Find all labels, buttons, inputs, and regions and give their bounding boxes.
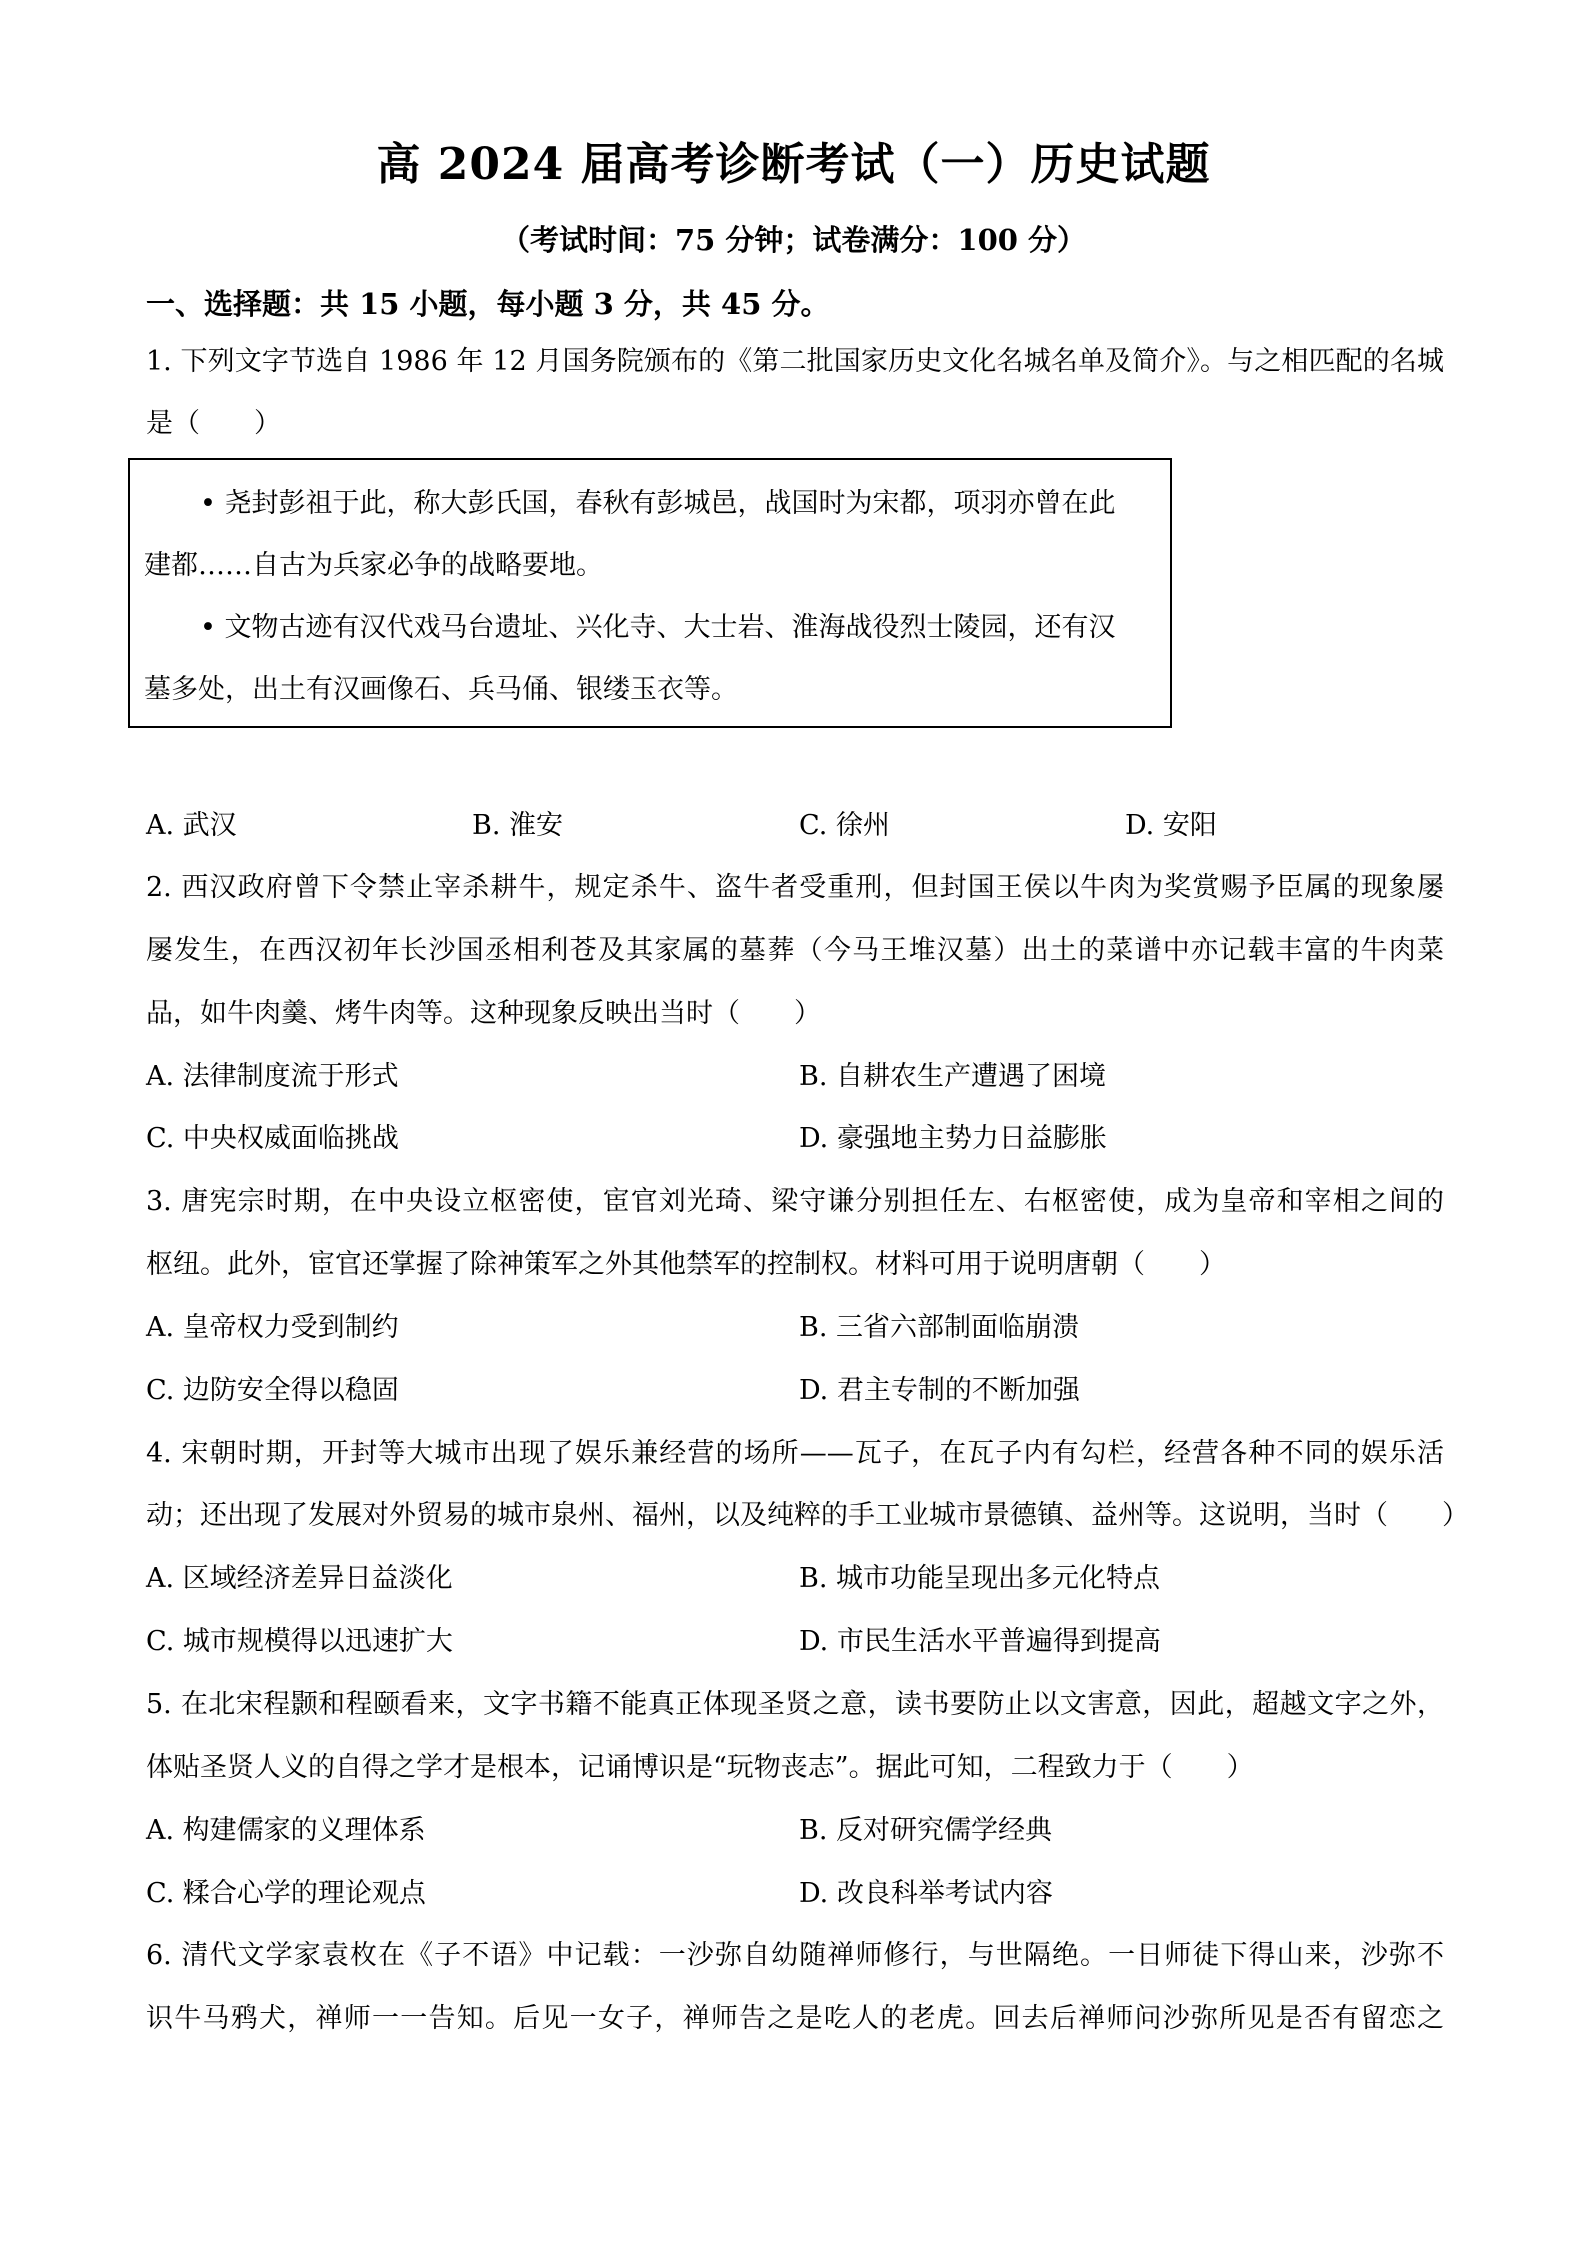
q1-box-line-2: 建都……自古为兵家必争的战略要地。 [144,550,603,581]
q1-source-box [128,458,1172,728]
q4-option-c: C. 城市规模得以迅速扩大 [146,1626,453,1657]
q1-box-line-3: • 文物古迹有汉代戏马台遗址、兴化寺、大士岩、淮海战役烈士陵园，还有汉 [200,612,1116,643]
q4-option-a: A. 区域经济差异日益淡化 [146,1563,453,1594]
q2-option-c: C. 中央权威面临挑战 [146,1123,399,1154]
q3-stem-line-2: 枢纽。此外，宦官还掌握了除神策军之外其他禁军的控制权。材料可用于说明唐朝（ ） [146,1249,1226,1280]
exam-subtitle: （考试时间：75 分钟；试卷满分：100 分） [500,223,1087,257]
q1-option-d: D. 安阳 [1125,810,1217,841]
q4-stem-line-2: 动；还出现了发展对外贸易的城市泉州、福州，以及纯粹的手工业城市景德镇、益州等。这说明，当时（ ） [146,1500,1469,1531]
q5-option-d: D. 改良科举考试内容 [799,1878,1053,1909]
q6-stem-line-2: 识牛马鸦犬，禅师一一告知。后见一女子，禅师告之是吃人的老虎。回去后禅师问沙弥所见是否有留恋之 [146,2003,1444,2034]
q2-stem-line-1: 2. 西汉政府曾下令禁止宰杀耕牛，规定杀牛、盗牛者受重刑，但封国王侯以牛肉为奖赏赐予臣属的现象屡 [146,872,1444,903]
q2-option-a: A. 法律制度流于形式 [146,1061,399,1092]
q2-stem-line-3: 品，如牛肉羹、烤牛肉等。这种现象反映出当时（ ） [146,998,821,1029]
q5-option-a: A. 构建儒家的义理体系 [146,1815,426,1846]
q5-stem-line-1: 5. 在北宋程颢和程颐看来，文字书籍不能真正体现圣贤之意，读书要防止以文害意，因此，超越文字之外， [146,1689,1444,1720]
q5-option-b: B. 反对研究儒学经典 [799,1815,1053,1846]
q4-option-d: D. 市民生活水平普遍得到提高 [799,1626,1161,1657]
q2-stem-line-2: 屡发生，在西汉初年长沙国丞相利苍及其家属的墓葬（今马王堆汉墓）出土的菜谱中亦记载丰富的牛肉菜 [146,935,1444,966]
q3-option-c: C. 边防安全得以稳固 [146,1375,399,1406]
exam-title: 高 2024 届高考诊断考试（一）历史试题 [376,139,1211,190]
q1-option-b: B. 淮安 [472,810,564,841]
q3-option-a: A. 皇帝权力受到制约 [146,1312,399,1343]
q3-option-d: D. 君主专制的不断加强 [799,1375,1080,1406]
q3-stem-line-1: 3. 唐宪宗时期，在中央设立枢密使，宦官刘光琦、梁守谦分别担任左、右枢密使，成为皇帝和宰相之间的 [146,1186,1444,1217]
q2-option-b: B. 自耕农生产遭遇了困境 [799,1061,1107,1092]
q2-option-d: D. 豪强地主势力日益膨胀 [799,1123,1107,1154]
q5-option-c: C. 糅合心学的理论观点 [146,1878,426,1909]
q1-option-a: A. 武汉 [146,810,237,841]
q1-stem-line-1: 1. 下列文字节选自 1986 年 12 月国务院颁布的《第二批国家历史文化名城名单及简介》。与之相匹配的名城 [146,346,1444,377]
q1-box-line-4: 墓多处，出土有汉画像石、兵马俑、银缕玉衣等。 [144,674,738,705]
q1-box-line-1: • 尧封彭祖于此，称大彭氏国，春秋有彭城邑，战国时为宋都，项羽亦曾在此 [200,488,1116,519]
q4-stem-line-1: 4. 宋朝时期，开封等大城市出现了娱乐兼经营的场所——瓦子，在瓦子内有勾栏，经营各种不同的娱乐活 [146,1438,1444,1469]
q1-option-c: C. 徐州 [799,810,890,841]
q4-option-b: B. 城市功能呈现出多元化特点 [799,1563,1161,1594]
section-heading: 一、选择题：共 15 小题，每小题 3 分，共 45 分。 [146,287,830,321]
q3-option-b: B. 三省六部制面临崩溃 [799,1312,1080,1343]
q5-stem-line-2: 体贴圣贤人义的自得之学才是根本，记诵博识是“玩物丧志”。据此可知，二程致力于（ ） [146,1752,1254,1783]
q1-stem-line-2: 是（ ） [146,408,281,439]
q6-stem-line-1: 6. 清代文学家袁枚在《子不语》中记载：一沙弥自幼随禅师修行，与世隔绝。一日师徒下得山来，沙弥不 [146,1940,1444,1971]
